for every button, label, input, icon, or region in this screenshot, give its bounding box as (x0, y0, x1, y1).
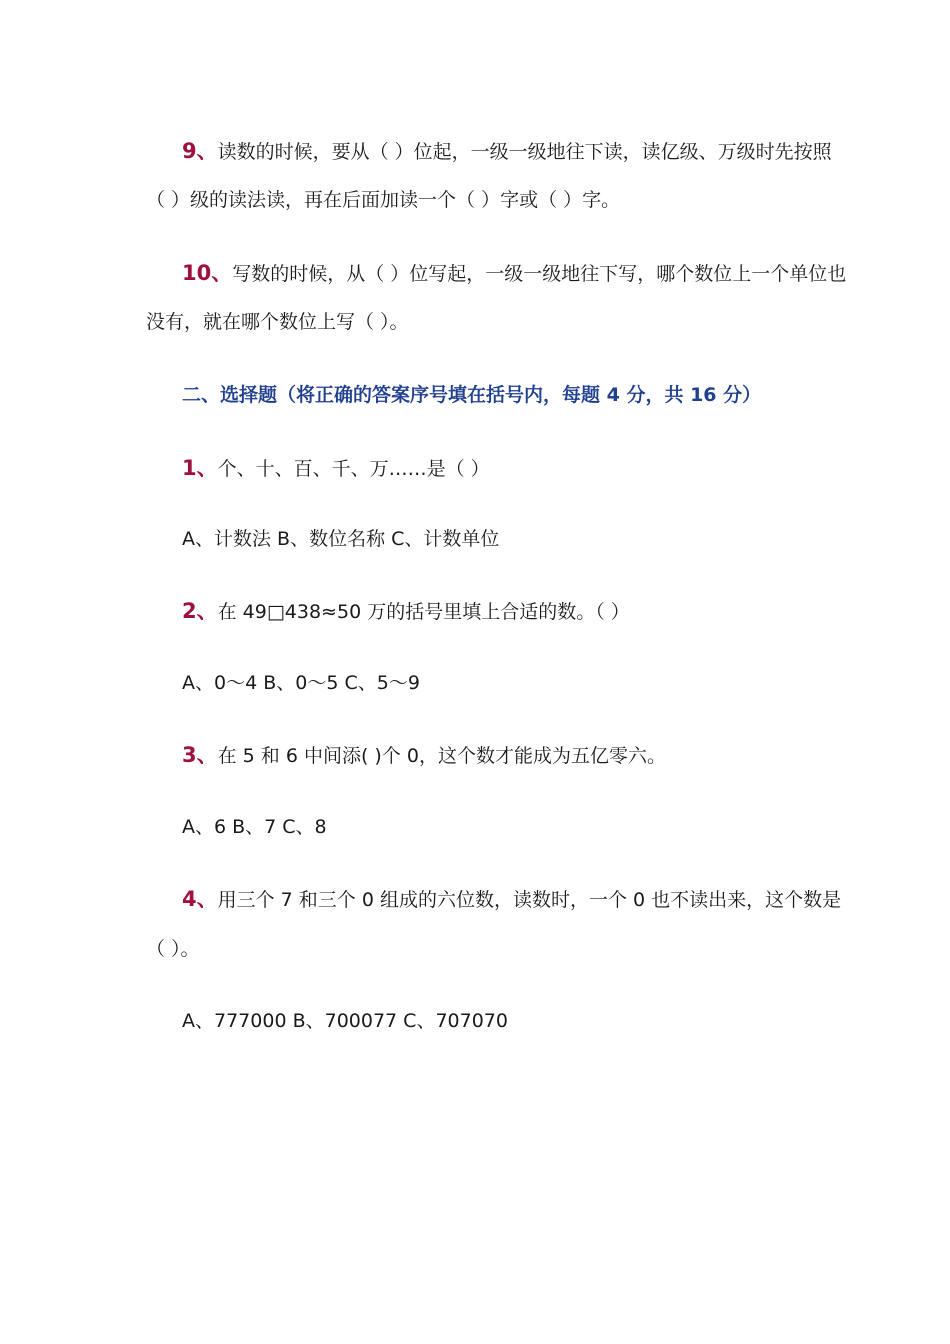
question-text: 读数的时候，要从（ ）位起，一级一级地往下读，读亿级、万级时先按照 (217, 141, 832, 163)
question-text: 在 49□438≈50 万的括号里填上合适的数。（ ） (217, 601, 630, 623)
question-9-line-1 (182, 138, 832, 165)
question-9-line-2: （ ）级的读法读，再在后面加读一个（ ）字或（ ）字。 (146, 189, 621, 211)
question-text: 个、十、百、千、万……是（ ） (217, 458, 490, 480)
choice-question-2 (182, 598, 630, 625)
section-heading: 二、选择题（将正确的答案序号填在括号内，每题 4 分，共 16 分） (182, 384, 762, 406)
question-text: 在 5 和 6 中间添( )个 0，这个数才能成为五亿零六。 (217, 745, 666, 767)
question-text: 写数的时候，从（ ）位写起，一级一级地往下写，哪个数位上一个单位也 (232, 263, 847, 285)
question-number: 10、 (182, 261, 233, 285)
question-number: 3、 (182, 743, 218, 767)
choice-question-4-cont: （ ）。 (146, 938, 200, 960)
choice-question-4 (182, 886, 841, 913)
question-10-line-2: 没有，就在哪个数位上写（ ）。 (146, 311, 409, 333)
choice-question-1 (182, 455, 490, 482)
choice-options-3: A、6 B、7 C、8 (182, 816, 327, 838)
choice-options-2: A、0～4 B、0～5 C、5～9 (182, 672, 420, 694)
question-10-line-1 (182, 260, 846, 287)
question-number: 2、 (182, 599, 218, 623)
choice-options-4: A、777000 B、700077 C、707070 (182, 1010, 508, 1032)
question-number: 9、 (182, 139, 218, 163)
question-number: 1、 (182, 456, 218, 480)
question-number: 4、 (182, 887, 218, 911)
question-text: 用三个 7 和三个 0 组成的六位数，读数时，一个 0 也不读出来，这个数是 (217, 889, 842, 911)
choice-question-3 (182, 742, 666, 769)
choice-options-1: A、计数法 B、数位名称 C、计数单位 (182, 528, 500, 550)
